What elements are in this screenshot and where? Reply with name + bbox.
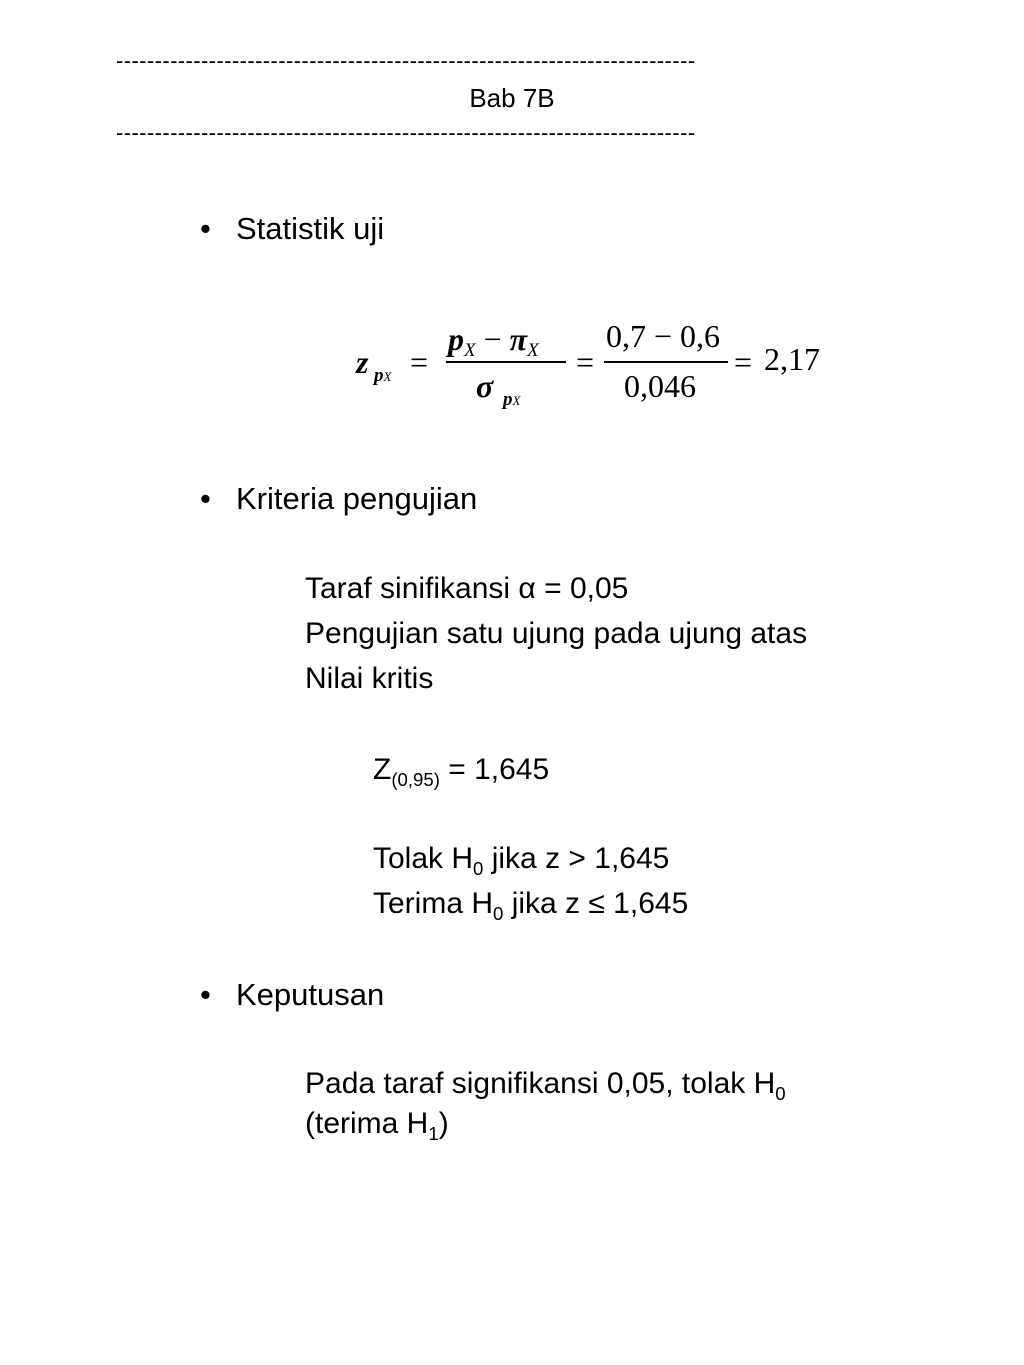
- formula-lhs-sub: pX: [374, 365, 392, 386]
- formula-numerator-symbolic: pX − πX: [448, 321, 539, 361]
- kriteria-label: Kriteria pengujian: [236, 481, 478, 516]
- keputusan-label: Keputusan: [236, 977, 385, 1012]
- formula-lhs-subsub: X: [383, 369, 392, 384]
- statistik-label: Statistik uji: [236, 211, 385, 246]
- z-value: = 1,645: [439, 753, 550, 786]
- z-symbol: Z: [373, 753, 392, 786]
- formula-denominator-value: 0,046: [624, 368, 696, 404]
- taraf-line: Taraf sinifikansi α = 0,05: [305, 572, 629, 605]
- bullet-statistik-uji: [200, 211, 384, 247]
- formula-lhs-var: z: [356, 344, 369, 380]
- formula-eq1: =: [410, 344, 429, 380]
- bullet-dot: •: [200, 211, 211, 246]
- formula-eq2: =: [576, 344, 595, 380]
- chapter-title: Bab 7B: [469, 83, 555, 113]
- tolak-rule: Tolak $H_0$ jika z > 1,645: [373, 842, 670, 880]
- header-rule-bottom: ---------------------------------------------------------------------------: [116, 120, 696, 145]
- critical-value-line: [373, 753, 550, 791]
- terima-rule: Terima $H_0$ jika z ≤ 1,645: [373, 887, 689, 925]
- bullet-dot: •: [200, 481, 211, 516]
- bullet-dot: •: [200, 977, 211, 1012]
- bullet-keputusan: [200, 977, 384, 1013]
- formula-denominator-symbolic: σ: [476, 368, 494, 404]
- formula-lhs: [356, 344, 368, 381]
- pengujian-line: Pengujian satu ujung pada ujung atas: [305, 617, 808, 650]
- fraction-bar-values: [604, 361, 728, 363]
- formula-result: 2,17: [764, 341, 820, 377]
- fraction-bar-symbolic: [446, 361, 566, 363]
- formula-numerator-values: 0,7 − 0,6: [606, 318, 721, 354]
- bullet-kriteria-pengujian: [200, 481, 477, 517]
- decision-line-2: (terima $H_1$): [305, 1107, 449, 1145]
- z-subscript: (0,95): [391, 769, 440, 791]
- decision-line-1: Pada taraf signifikansi 0,05, tolak $H_0$: [305, 1067, 786, 1105]
- formula-eq3: =: [734, 344, 753, 380]
- formula-denominator-sub: pX: [503, 389, 521, 410]
- nilai-kritis-line: Nilai kritis: [305, 662, 434, 695]
- header-rule-top: ---------------------------------------------------------------------------: [116, 48, 696, 73]
